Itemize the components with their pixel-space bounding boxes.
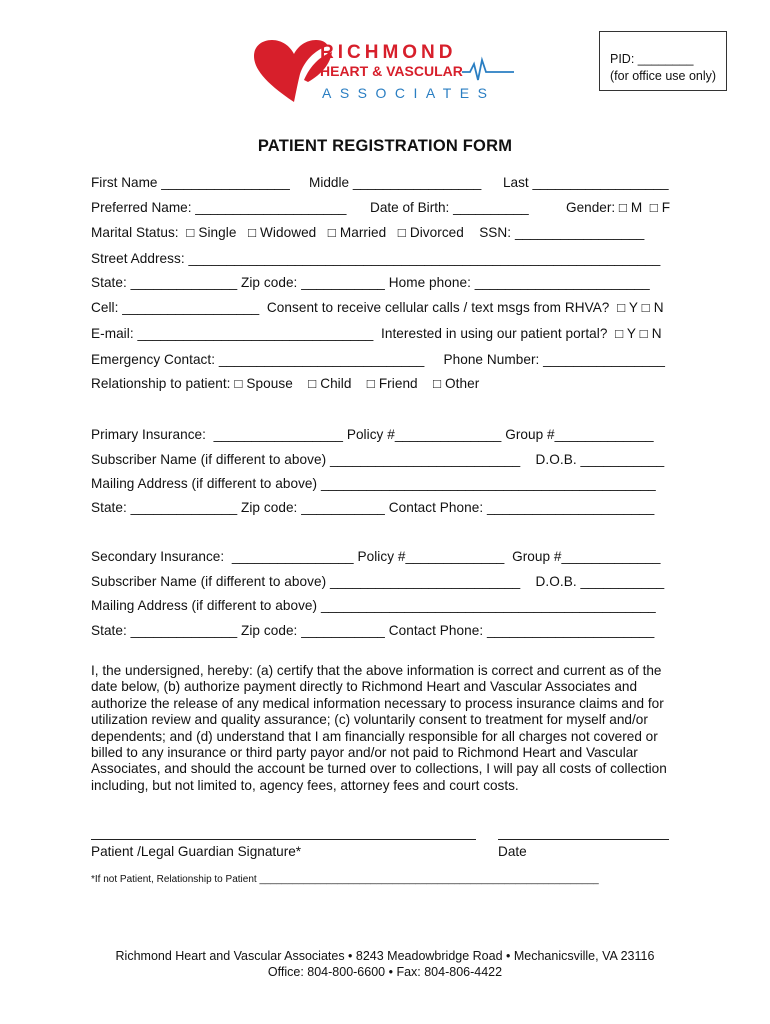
primary-state-row[interactable]: State: ______________ Zip code: ___________ Contact Phone: ______________________ xyxy=(91,500,655,515)
first-name-field[interactable]: First Name _________________ xyxy=(91,175,290,190)
relationship-row[interactable]: Relationship to patient: □ Spouse □ Child □ Friend □ Other xyxy=(91,376,480,391)
primary-insurance-row[interactable]: Primary Insurance: _________________ Policy #______________ Group #_____________ xyxy=(91,427,654,442)
logo-line1: RICHMOND xyxy=(320,42,457,63)
company-logo xyxy=(254,40,524,104)
logo-line2: HEART & VASCULAR xyxy=(320,63,463,79)
footer-address: Richmond Heart and Vascular Associates • 8243 Meadowbridge Road • Mechanicsville, VA 23116 xyxy=(115,949,655,963)
logo-line3: ASSOCIATES xyxy=(322,85,496,101)
form-title: PATIENT REGISTRATION FORM xyxy=(257,137,513,155)
primary-subscriber-row[interactable]: Subscriber Name (if different to above) _________________________ D.O.B. ___________ xyxy=(91,452,665,467)
cell-consent-row[interactable]: Cell: __________________ Consent to receive cellular calls / text msgs from RHVA? □ Y □ N xyxy=(91,300,664,315)
secondary-mailing-row[interactable]: Mailing Address (if different to above) ____________________________________________ xyxy=(91,598,656,613)
office-use-box xyxy=(599,31,727,91)
primary-mailing-row[interactable]: Mailing Address (if different to above) ____________________________________________ xyxy=(91,476,656,491)
gender-field[interactable]: Gender: □ M □ F xyxy=(566,200,671,215)
emergency-contact-row[interactable]: Emergency Contact: ___________________________ Phone Number: ________________ xyxy=(91,352,665,367)
relationship-note[interactable]: *If not Patient, Relationship to Patient _____________________________________________________________ xyxy=(91,874,599,885)
footer-contact: Office: 804-800-6600 • Fax: 804-806-4422 xyxy=(267,965,503,979)
signature-label: Patient /Legal Guardian Signature* xyxy=(91,844,302,859)
secondary-insurance-row[interactable]: Secondary Insurance: ________________ Policy #_____________ Group #_____________ xyxy=(91,549,661,564)
office-use-note: (for office use only) xyxy=(610,69,717,83)
consent-paragraph: I, the undersigned, hereby: (a) certify that the above information is correct and current as of the date below, (b) authorize payment directly to Richmond Heart and Vascular Associates and authorize the release of any medical information necessary to process insurance claims and for utilization review and quality assurance; (c) voluntarily consent to treatment for myself and/or dependents; and (d) understand that I am financially responsible for all charges not covered or billed to any insurance or third party payor and/or not paid to Richmond Heart and Vascular Associates, and should the account be turned over to collections, I will pay all costs of collection including, but not limited to, agency fees, attorney fees and court costs. xyxy=(91,663,667,793)
secondary-state-row[interactable]: State: ______________ Zip code: ___________ Contact Phone: ______________________ xyxy=(91,623,655,638)
street-address-field[interactable]: Street Address: ______________________________________________________________ xyxy=(91,251,661,266)
signature-line[interactable] xyxy=(91,839,476,840)
heart-logo-icon xyxy=(254,40,524,104)
secondary-subscriber-row[interactable]: Subscriber Name (if different to above) _________________________ D.O.B. ___________ xyxy=(91,574,665,589)
email-portal-row[interactable]: E-mail: _______________________________ Interested in using our patient portal? □ Y □ N xyxy=(91,326,662,341)
middle-name-field[interactable]: Middle _________________ xyxy=(309,175,482,190)
marital-status-row[interactable]: Marital Status: □ Single □ Widowed □ Married □ Divorced SSN: _________________ xyxy=(91,225,645,240)
date-label: Date xyxy=(498,844,527,859)
preferred-name-field[interactable]: Preferred Name: ____________________ xyxy=(91,200,347,215)
date-line[interactable] xyxy=(498,839,669,840)
dob-field[interactable]: Date of Birth: __________ xyxy=(370,200,529,215)
pid-field: PID: ________ xyxy=(610,52,694,66)
last-name-field[interactable]: Last __________________ xyxy=(503,175,669,190)
state-zip-phone-row[interactable]: State: ______________ Zip code: ___________ Home phone: _______________________ xyxy=(91,275,650,290)
